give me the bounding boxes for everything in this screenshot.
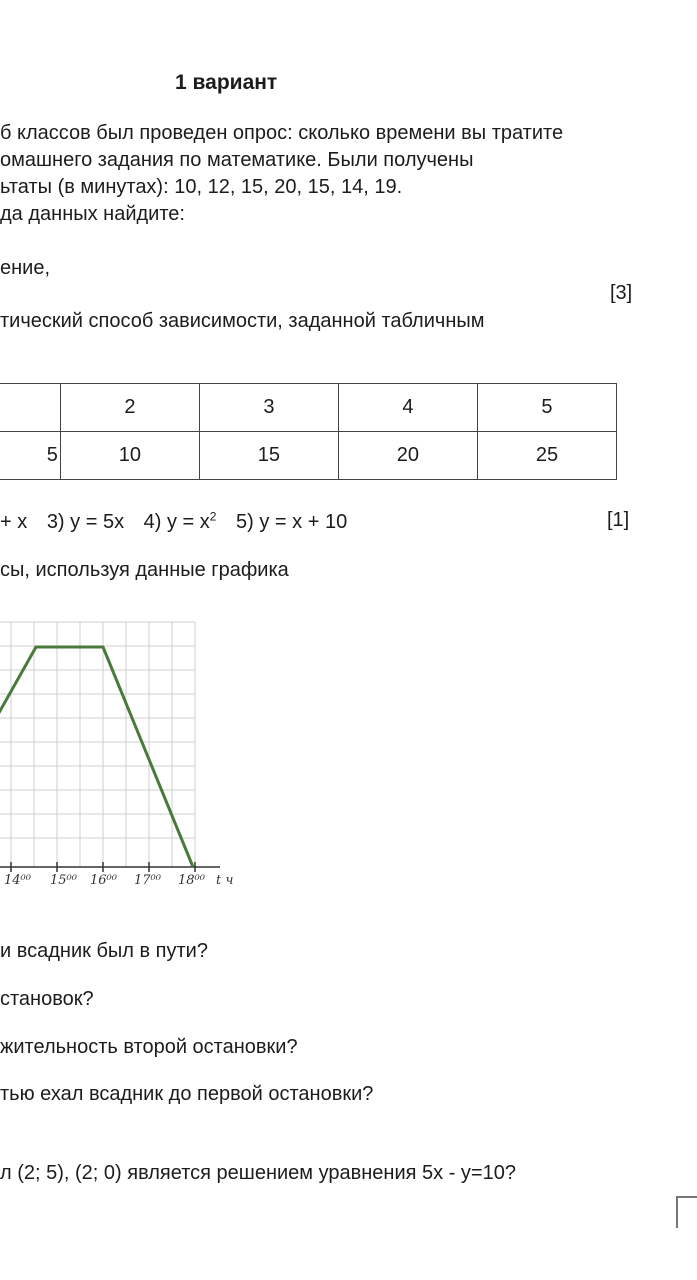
- route-line: [0, 647, 193, 867]
- task1-score: [3]: [610, 282, 633, 304]
- option-3: 3) y = 5x: [46, 510, 125, 533]
- tick-label-14: 14⁰⁰: [4, 873, 31, 888]
- task1-line2: омашнего задания по математике. Были получены: [0, 149, 474, 171]
- page-corner-mark: [676, 1196, 697, 1228]
- table-cell: 15: [199, 432, 338, 480]
- task1-item: ение,: [0, 257, 51, 279]
- table-cell: 4: [338, 384, 477, 432]
- table-row: [0, 384, 617, 432]
- option-2: + x: [0, 510, 28, 533]
- option-4: [144, 511, 217, 533]
- table-cell: 5: [477, 384, 616, 432]
- time-axis-label: t ч: [216, 873, 234, 888]
- option-5: 5) y = x + 10: [236, 510, 348, 533]
- tick-label-17: 17⁰⁰: [134, 873, 161, 888]
- tick-label-18: 18⁰⁰: [178, 873, 205, 888]
- table-cell: 5: [0, 432, 60, 480]
- answer-options: [0, 509, 361, 534]
- task3-question-1: и всадник был в пути?: [0, 940, 208, 962]
- task2-score: [1]: [607, 509, 630, 531]
- task1-line1: б классов был проведен опрос: сколько времени вы тратите: [0, 122, 564, 144]
- task4-prompt: л (2; 5), (2; 0) является решением уравнения 5x - y=10?: [0, 1162, 516, 1184]
- values-table: [0, 383, 617, 480]
- table-cell: 3: [199, 384, 338, 432]
- task1-line3: ьтаты (в минутах): 10, 12, 15, 20, 15, 14, 19.: [0, 176, 403, 198]
- task3-question-3: жительность второй остановки?: [0, 1036, 298, 1058]
- table-cell: 25: [477, 432, 616, 480]
- variant-title: 1 вариант: [175, 71, 278, 94]
- task3-prompt: сы, используя данные графика: [0, 559, 289, 581]
- table-cell: 10: [60, 432, 199, 480]
- tick-label-16: 16⁰⁰: [90, 873, 117, 888]
- tick-label-15: 15⁰⁰: [50, 873, 77, 888]
- table-cell: 2: [60, 384, 199, 432]
- task2-prompt: тический способ зависимости, заданной табличным: [0, 310, 485, 332]
- table-row: [0, 432, 617, 480]
- motion-graph: [0, 605, 260, 895]
- task3-question-4: тью ехал всадник до первой остановки?: [0, 1083, 374, 1105]
- task1-line4: да данных найдите:: [0, 203, 185, 225]
- table-cell: [0, 384, 60, 432]
- option-4-exponent: 2: [209, 509, 217, 523]
- table-cell: 20: [338, 432, 477, 480]
- task3-question-2: становок?: [0, 988, 94, 1010]
- option-4-base: 4) y = x: [143, 510, 210, 533]
